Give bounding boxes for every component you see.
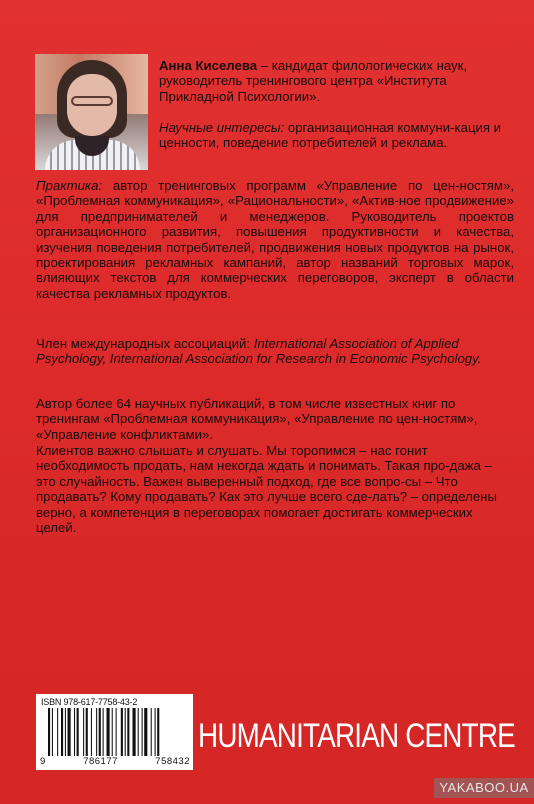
barcode-digit-lead: 9 bbox=[40, 756, 46, 767]
author-photo bbox=[35, 54, 148, 170]
publisher-logo: HUMANITARIAN CENTRE bbox=[198, 717, 515, 755]
quote-paragraph: Клиентов важно слышать и слушать. Мы торопимся – нас гонит необходимость продать, нам некогда ждать и понимать. Такая про-дажа – это случайность. Важен выверенный подход, где все вопро-сы – Что продавать? Кому продавать? Как это лучше всего сде-лать? – определены верно, а компетенция в переговорах помогает достигать коммерческих целей. bbox=[36, 443, 497, 536]
practice-label: Практика: bbox=[36, 178, 103, 193]
barcode-digits bbox=[40, 756, 190, 767]
author-bio bbox=[159, 58, 514, 104]
interests-label: Научные интересы: bbox=[159, 120, 285, 135]
watermark: YAKABOO.UA bbox=[434, 778, 534, 798]
isbn-label: ISBN 978-617-7758-43-2 bbox=[41, 697, 138, 707]
barcode bbox=[36, 694, 193, 770]
barcode-digit-left: 786177 bbox=[83, 756, 118, 767]
barcode-bars bbox=[48, 708, 188, 756]
member-orgs: International Association of Applied Psychology, International Association for Research in Economic Psychology. bbox=[36, 336, 482, 367]
practice-text: автор тренинговых программ «Управление по цен-ностям», «Проблемная коммуникация», «Рациональности», «Актив-ное продвижение» для предпринимателей и менеджеров. Руководитель проектов организационного развития, повышения продуктивности и качества, изучения поведения потребителей, продвижения новых продуктов на рынок, проектирования рекламных кампаний, автор названий торговых марок, влияющих текстов для коммерческих переговоров, эксперт в области качества рекламных продуктов. bbox=[36, 178, 514, 301]
member-text: Член международных ассоциаций: bbox=[36, 336, 254, 351]
interests-text: организационная коммуни-кация и ценности, поведение потребителей и реклама. bbox=[159, 120, 502, 151]
membership-paragraph bbox=[36, 336, 514, 367]
author-name: Анна Киселева bbox=[159, 58, 258, 73]
practice-paragraph bbox=[36, 178, 514, 301]
barcode-digit-right: 758432 bbox=[155, 756, 190, 767]
author-bio-text: – кандидат филологических наук, руководитель тренингового центра «Института Прикладной Психологии». bbox=[159, 58, 468, 104]
publications-paragraph: Автор более 64 научных публикаций, в том числе известных книг по тренингам «Проблемная коммуникация», «Управление по цен-ностям», «Управление конфликтами». bbox=[36, 396, 478, 442]
research-interests bbox=[159, 120, 514, 151]
